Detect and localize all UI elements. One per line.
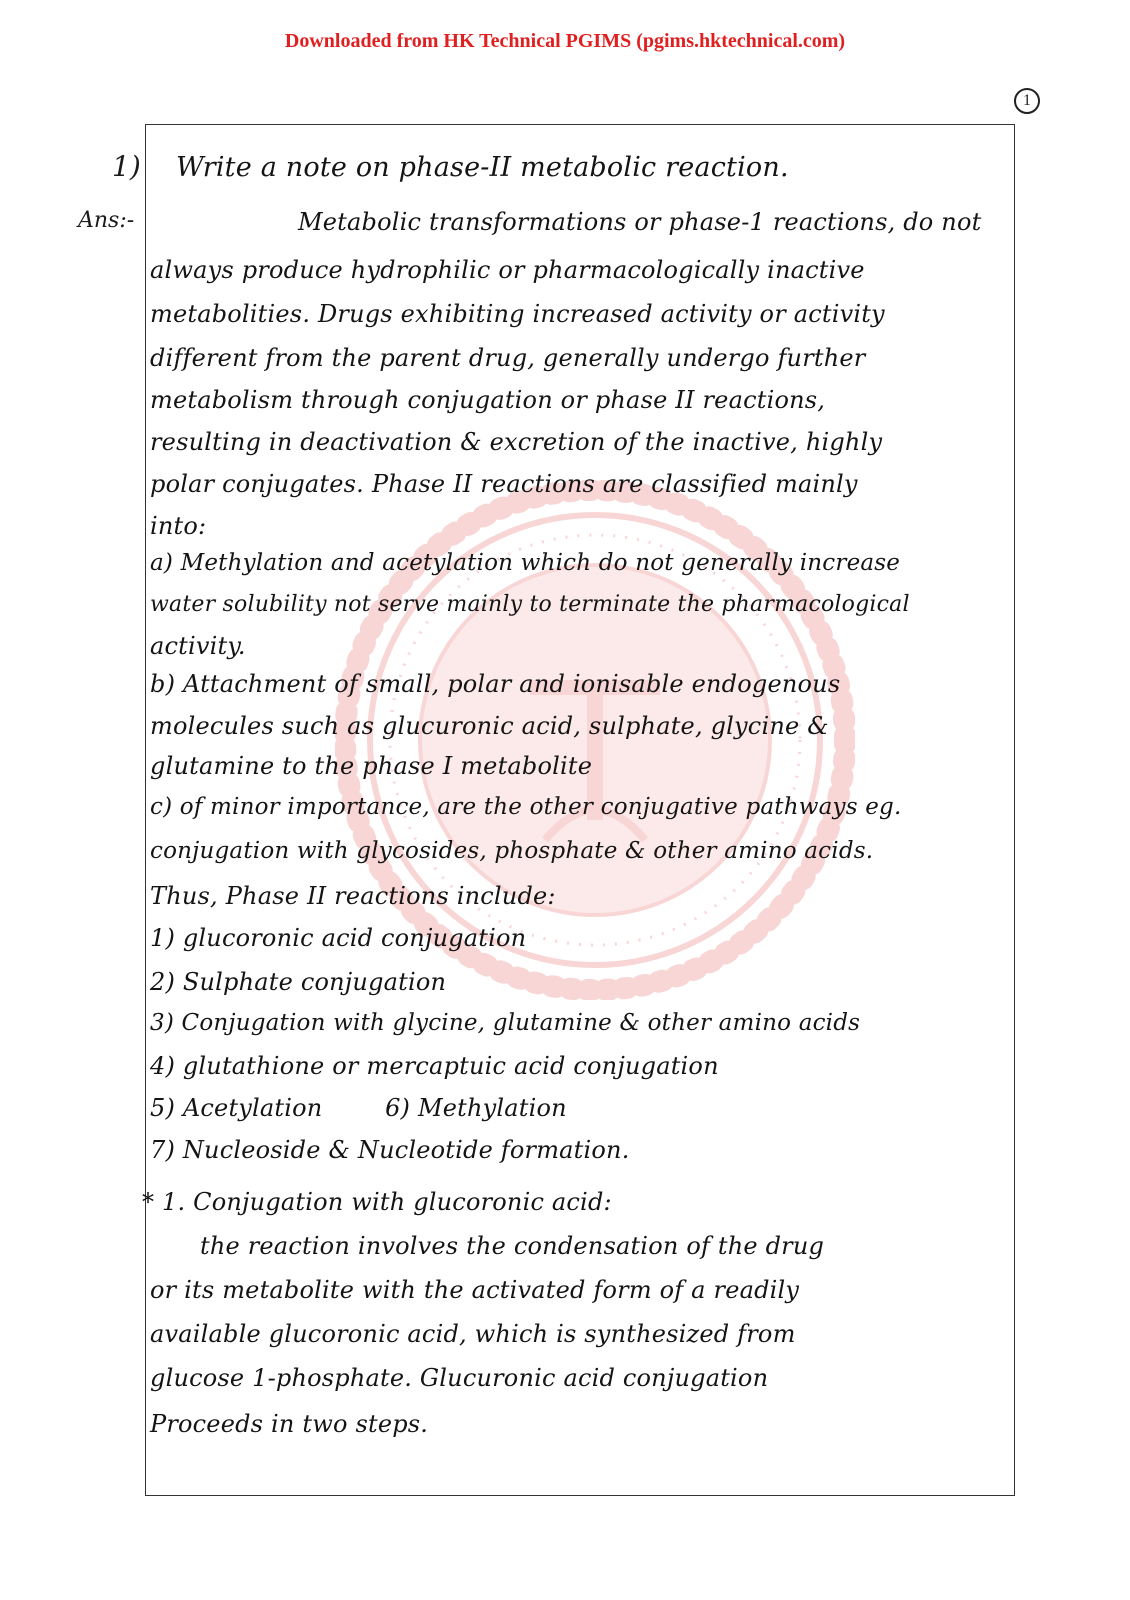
answer-line: water solubility not serve mainly to terminate the pharmacological [150, 592, 910, 617]
answer-line: * 1. Conjugation with glucoronic acid: [142, 1188, 612, 1216]
answer-line: molecules such as glucuronic acid, sulphate, glycine & [150, 712, 829, 740]
answer-line: always produce hydrophilic or pharmacologically inactive [150, 256, 865, 284]
answer-line: metabolities. Drugs exhibiting increased activity or activity [150, 300, 885, 328]
answer-line: a) Methylation and acetylation which do not generally increase [150, 550, 901, 576]
answer-line: 7) Nucleoside & Nucleotide formation. [150, 1136, 630, 1164]
answer-line: 3) Conjugation with glycine, glutamine & other amino acids [150, 1010, 861, 1036]
question-number: 1) [112, 150, 141, 183]
answer-line: the reaction involves the condensation of the drug [200, 1232, 825, 1260]
answer-line: different from the parent drug, generally undergo further [150, 344, 866, 372]
page-number-badge: 1 [1014, 88, 1040, 114]
answer-line: 1) glucoronic acid conjugation [150, 924, 527, 952]
answer-line: polar conjugates. Phase II reactions are classified mainly [150, 470, 858, 498]
answer-line: 2) Sulphate conjugation [150, 968, 447, 996]
answer-line: 4) glutathione or mercaptuic acid conjugation [150, 1052, 719, 1080]
answer-line: glucose 1-phosphate. Glucuronic acid conjugation [150, 1364, 769, 1392]
answer-line: available glucoronic acid, which is synthesized from [150, 1320, 796, 1348]
answer-line: Thus, Phase II reactions include: [150, 882, 556, 910]
answer-label: Ans:- [78, 208, 135, 233]
answer-line: metabolism through conjugation or phase II reactions, [150, 386, 826, 414]
question-text: Write a note on phase-II metabolic reaction. [176, 152, 789, 183]
answer-line: or its metabolite with the activated form of a readily [150, 1276, 800, 1304]
answer-line: resulting in deactivation & excretion of the inactive, highly [150, 428, 883, 456]
answer-line: glutamine to the phase I metabolite [150, 752, 593, 780]
download-source-header: Downloaded from HK Technical PGIMS (pgims.hktechnical.com) [284, 30, 846, 52]
answer-line: into: [150, 512, 207, 540]
answer-line: c) of minor importance, are the other conjugative pathways eg. [150, 794, 902, 820]
answer-line: b) Attachment of small, polar and ionisable endogenous [150, 670, 841, 698]
answer-line: activity. [150, 632, 246, 660]
answer-line: Metabolic transformations or phase-1 reactions, do not [298, 208, 982, 236]
answer-line: Proceeds in two steps. [150, 1410, 429, 1438]
answer-line: conjugation with glycosides, phosphate & other amino acids. [150, 838, 874, 864]
answer-line: 5) Acetylation 6) Methylation [150, 1094, 567, 1122]
